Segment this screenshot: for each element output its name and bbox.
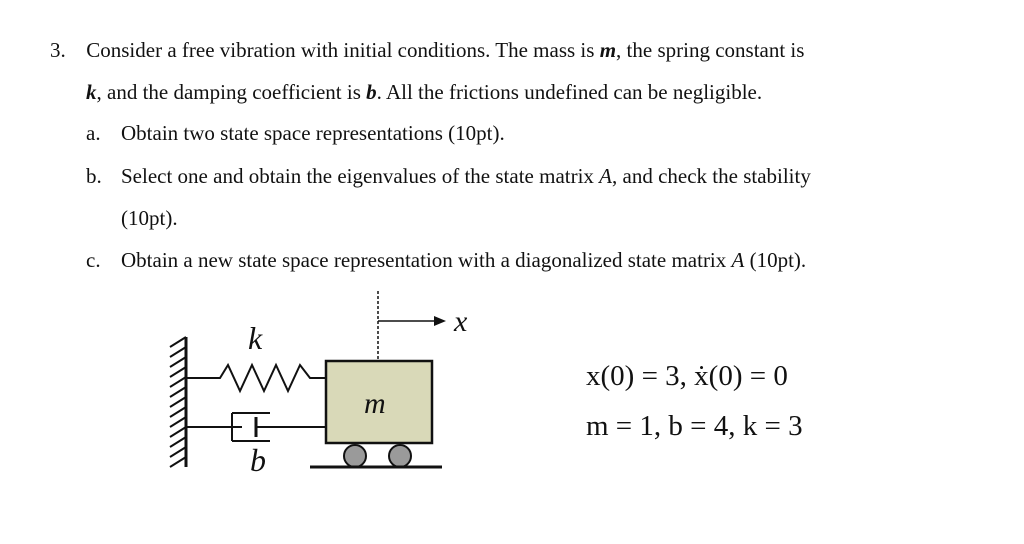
item-c-letter: c.	[86, 248, 101, 272]
damper-label: b	[250, 442, 266, 478]
item-c-text	[121, 248, 806, 273]
item-a-text: Obtain two state space representations (10pt).	[121, 121, 505, 145]
item-b-letter: b.	[86, 164, 102, 188]
spring-label: k	[248, 320, 263, 356]
wheel-icon	[389, 445, 411, 467]
spring-symbol: k	[86, 80, 97, 104]
item-c	[86, 248, 101, 273]
item-b-text	[121, 164, 811, 189]
arrowhead-icon	[434, 316, 446, 326]
item-b-continuation: (10pt).	[121, 206, 178, 230]
parameter-values: m = 1, b = 4, k = 3	[586, 410, 803, 442]
wheel-icon	[344, 445, 366, 467]
problem-text-1a: Consider a free vibration with initial conditions. The mass is	[86, 38, 600, 62]
item-b	[86, 164, 102, 189]
problem-number: 3.	[50, 38, 66, 62]
mass-label: m	[364, 387, 386, 420]
axis-label: x	[454, 305, 468, 338]
item-a	[86, 121, 101, 146]
wall-icon	[170, 337, 186, 467]
problem-text-2a: , and the damping coefficient is	[96, 80, 367, 104]
problem-line-1	[50, 38, 804, 63]
damper-icon	[186, 413, 326, 441]
initial-conditions: x(0) = 3, ẋ(0) = 0	[586, 360, 788, 392]
item-b-matrix-symbol: A	[599, 164, 612, 188]
item-b-text-post: , and check the stability	[612, 164, 811, 188]
damping-symbol: b	[366, 80, 377, 104]
spring-icon	[186, 365, 326, 391]
problem-text-1b: , the spring constant is	[616, 38, 805, 62]
item-c-text-pre: Obtain a new state space representation with a diagonalized state matrix	[121, 248, 732, 272]
mass-symbol: m	[599, 38, 617, 62]
item-c-matrix-symbol: A	[731, 248, 745, 272]
problem-text-2b: . All the frictions undefined can be negligible.	[376, 80, 763, 104]
item-a-letter: a.	[86, 121, 101, 145]
item-c-text-post: (10pt).	[744, 248, 807, 272]
mass-spring-damper-diagram	[150, 285, 490, 485]
item-b-text-pre: Select one and obtain the eigenvalues of the state matrix	[121, 164, 600, 188]
problem-line-2	[86, 80, 762, 105]
